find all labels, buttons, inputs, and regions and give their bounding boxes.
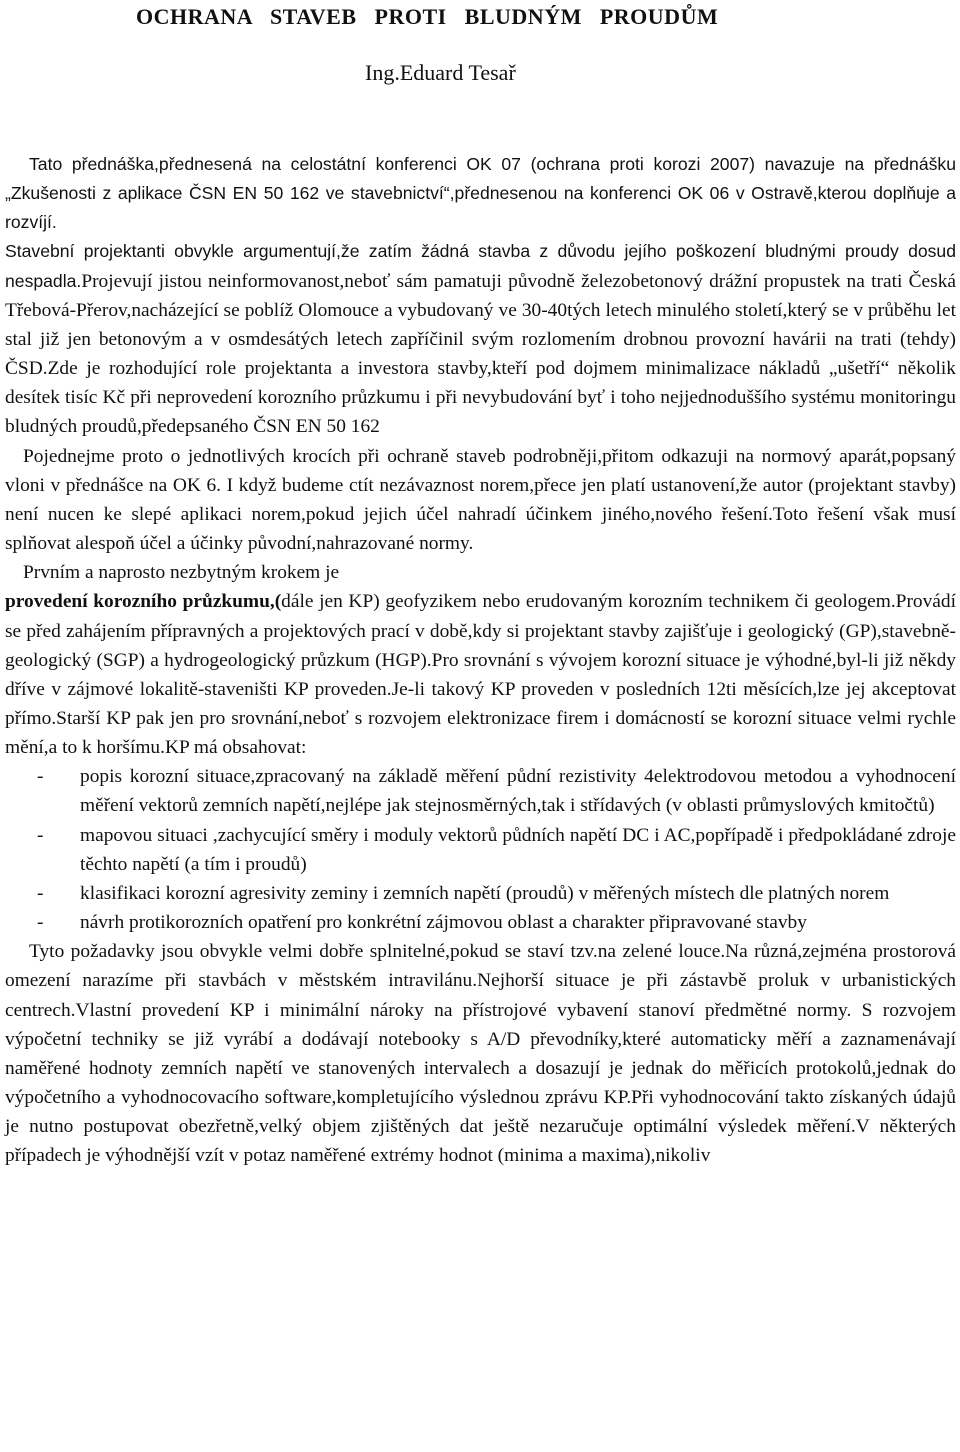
list-item [5,821,956,879]
list-item [5,908,956,937]
argument-paragraph [5,237,956,441]
list-dash: - [37,912,44,934]
argument-sentence-sans: Stavební projektanti obvykle argumentují,že zatím žádná stavba z důvodu jejího poškození bludnými proudy dosud nespadla. [5,241,956,291]
survey-heading-bold: provedení korozního průzkumu,( [5,591,282,613]
document-title: OCHRANA STAVEB PROTI BLUDNÝM PROUDŮM [136,4,719,29]
first-step-paragraph: Prvním a naprosto nezbytným krokem je [23,562,340,584]
norms-paragraph: Pojednejme proto o jednotlivých krocích při ochraně staveb podrobněji,přitom odkazuji na normový aparát,popsaný vloni v přednášce na OK 6. I když budeme ctít nezávaznost norem,přece jen platí ustanovení,že autor (projektant stavby) není nucen ke slepé aplikaci norem,pokud jejich účel nahradí účinkem jiného,nového řešení.Toto řešení však musí splňovat alespoň účel a účinky původní,nahrazované normy. [5,445,956,555]
survey-description: dále jen KP) geofyzikem nebo erudovaným korozním technikem či geologem.Provádí se před zahájením přípravných a projektových prací v době,kdy si projektant stavby zajišťuje i geologický (GP),stavebně-geologický (SGP) a hydrogeologický průzkum (HGP).Pro srovnání s vývojem korozní situace je výhodné,byl-li již někdy dříve v zájmové lokalitě-staveništi KP proveden.Je-li takový KP proveden v posledních 12ti měsících,lze jej akceptovat přímo.Starší KP pak jen pro srovnání,neboť s rozvojem elektronizace firem i domácností se korozní situace velmi rychle mění,a to k horšímu.KP má obsahovat: [5,591,957,759]
argument-sentence-serif: Projevují jistou neinformovanost,neboť sám pamatuji původně železobetonový drážní propustek na trati Česká Třebová-Přerov,nacházející se poblíž Olomouce a vybudovaný ve 30-40tých letech minulého století,který se v průběhu let stal již jen betonovým a v osmdesátých letech zapříčinil svým rozlomením drobnou provozní havárii na trati (tehdy) ČSD.Zde je rozhodující role projektanta a investora stavby,kteří pod dojmem minimalizace nákladů „ušetří“ několik desítek tisíc Kč při neprovedení korozního průzkumu i při nevybudování byť i toho nejjednoduššího systému monitoringu bludných proudů,předepsaného ČSN EN 50 162 [5,270,956,438]
document-body [5,150,956,1170]
list-dash: - [37,766,44,788]
document-author: Ing.Eduard Tesař [365,60,516,85]
list-dash: - [37,824,44,846]
intro-sentence-1: Tato přednáška,přednesená na celostátní konferenci OK 07 (ochrana proti korozi 2007) navazuje na přednášku „Zkušenosti z aplikace ČSN EN 50 162 ve stavebnictví“,přednesenou na konferenci OK 06 v Ostravě,kterou doplňuje a rozvíjí. [5,154,956,233]
list-item-text: popis korozní situace,zpracovaný na základě měření půdní rezistivity 4elektrodovou metodou a vyhodnocení měření vektorů zemních napětí,nejlépe jak stejnosměrných,tak i střídavých (v oblasti průmyslových kmitočtů) [80,766,956,817]
list-item-text: návrh protikorozních opatření pro konkrétní zájmovou oblast a charakter připravované stavby [80,912,807,934]
requirements-paragraph: Tyto požadavky jsou obvykle velmi dobře splnitelné,pokud se staví tzv.na zelené louce.Na různá,zejména prostorová omezení narazíme při stavbách v městském intravilánu.Nejhorší situace je při zástavbě proluk v urbanistických centrech.Vlastní provedení KP i minimální nároky na přístrojové vybavení stanoví předmětné normy. S rozvojem výpočetní techniky se již vyrábí a dodávají notebooky s A/D převodníky,které automaticky měří a zaznamenávají naměřené hodnoty zemních napětí ve stanovených intervalech a dosazují je jednak do měřicích protokolů,jednak do výpočetního a vyhodnocovacího software,kompletujícího výslednou zprávu KP.Při vyhodnocování takto získaných údajů je nutno postupovat obezřetně,velký objem zjištěných dat ještě nezaručuje optimální výsledek měření.V některých případech je výhodnější vzít v potaz naměřené extrémy hodnot (minima a maxima),nikoliv [5,941,956,1167]
list-item [5,879,956,908]
survey-contents-list [5,762,956,937]
intro-paragraph [5,150,956,237]
survey-paragraph [5,587,956,762]
list-item-text: klasifikaci korozní agresivity zeminy i zemních napětí (proudů) v měřených místech dle platných norem [80,882,890,904]
list-dash: - [37,882,44,904]
list-item-text: mapovou situaci ,zachycující směry i moduly vektorů půdních napětí DC i AC,popřípadě i předpokládané zdroje těchto napětí (a tím i proudů) [80,824,956,875]
list-item [5,762,956,820]
